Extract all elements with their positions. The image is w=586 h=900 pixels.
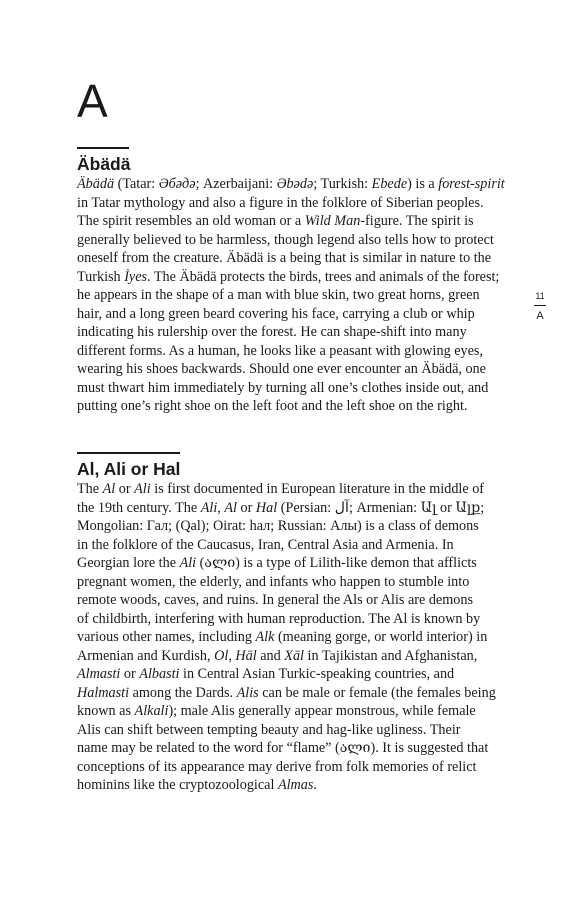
italic-term: Alkali: [134, 703, 169, 719]
text-run: different forms. As a human, he looks like a peasant with glowing eyes,: [77, 342, 483, 359]
text-run: . The Äbädä protects the birds, trees and animals of the forest;: [147, 268, 500, 285]
text-line: [77, 379, 517, 398]
text-run: indicating his rulership over the forest. He can shape-shift into many: [77, 324, 467, 340]
text-run: (ალი) is a type of Lilith-like demon that afflicts: [196, 555, 477, 571]
italic-term: Al: [102, 481, 116, 497]
text-line: [77, 591, 517, 610]
text-line: [77, 194, 517, 213]
text-run: ,: [228, 647, 236, 664]
text-line: [77, 249, 517, 268]
text-line: [77, 776, 517, 795]
text-run: (Persian: آل; Armenian: Ալ or Ալք;: [277, 499, 485, 516]
text-run: or: [120, 666, 140, 682]
italic-term: Alk: [255, 629, 275, 645]
text-run: oneself from the creature. Äbädä is a being that is similar in nature to the: [77, 250, 492, 266]
text-run: The spirit resembles an old woman or a: [77, 213, 305, 229]
text-run: Georgian lore the: [77, 555, 180, 571]
text-line: [77, 268, 517, 287]
text-line: [77, 554, 517, 573]
entry-heading-al: Al, Ali or Hal: [77, 459, 181, 479]
italic-term: Ali: [200, 499, 218, 516]
text-run: in Tajikistan and Afghanistan,: [303, 647, 478, 664]
text-run: and: [256, 647, 285, 664]
italic-term: forest-spirit: [438, 176, 505, 192]
text-run: Alis can shift between tempting beauty and hag-like ugliness. Their: [77, 721, 461, 738]
text-run: conceptions of its appearance may derive from folk memories of relict: [77, 758, 477, 775]
entry-rule: [77, 147, 129, 149]
italic-term: Wild Man: [304, 213, 361, 229]
italic-term: Əbədə: [276, 176, 314, 192]
text-run: the 19th century. The: [77, 499, 201, 516]
text-line: [77, 480, 517, 499]
text-line: [77, 517, 517, 536]
text-line: [77, 758, 517, 777]
italic-term: Xāl: [284, 647, 304, 664]
italic-term: Halmasti: [77, 684, 130, 701]
text-run: -figure. The spirit is: [360, 213, 474, 229]
text-line: [77, 360, 517, 379]
text-run: known as: [77, 703, 135, 719]
text-line: [77, 397, 517, 416]
italic-term: Ebede: [371, 176, 408, 192]
folio-section-letter: A: [536, 310, 544, 322]
text-line: [77, 739, 517, 758]
text-run: Armenian and Kurdish,: [77, 647, 215, 664]
folio-divider: [534, 305, 546, 306]
italic-term: Almasti: [77, 666, 121, 682]
text-line: [77, 323, 517, 342]
text-run: or: [115, 481, 135, 497]
text-run: ,: [217, 499, 225, 516]
text-run: in Tatar mythology and also a figure in the folklore of Siberian peoples.: [77, 194, 484, 211]
page-folio: [528, 290, 552, 322]
text-line: [77, 499, 517, 518]
text-run: can be male or female (the females being: [258, 684, 496, 701]
text-run: putting one’s right shoe on the left foot and the left shoe on the right.: [77, 398, 468, 414]
text-run: ) is a: [407, 176, 439, 192]
text-line: [77, 536, 517, 555]
text-run: ; Turkish:: [313, 176, 372, 192]
italic-term: Albasti: [139, 666, 180, 682]
text-line: [77, 610, 517, 629]
text-run: of childbirth, interfering with human reproduction. The Al is known by: [77, 610, 481, 627]
text-line: [77, 665, 517, 684]
text-run: must thwart him immediately by turning all one’s clothes inside out, and: [77, 379, 489, 396]
text-run: among the Dards.: [129, 684, 237, 701]
text-run: ); male Alis generally appear monstrous, while female: [168, 703, 476, 719]
text-run: is first documented in European literature in the middle of: [150, 481, 485, 497]
italic-term: Ali: [179, 555, 197, 571]
italic-term: Hāl: [235, 647, 257, 664]
text-line: [77, 175, 517, 194]
text-line: [77, 628, 517, 647]
text-run: ; Azerbaijani:: [195, 176, 277, 192]
text-run: various other names, including: [77, 629, 256, 645]
italic-term: Әбәдә: [158, 176, 196, 192]
text-run: or: [236, 499, 256, 516]
text-line: [77, 305, 517, 324]
italic-term: İyes: [124, 268, 148, 285]
italic-term: Al: [224, 499, 237, 516]
text-run: pregnant women, the elderly, and infants who happen to stumble into: [77, 573, 470, 590]
text-run: Mongolian: Гал; (Qal); Oirat: һал; Russian: Алы) is a class of demons: [77, 518, 479, 534]
text-line: [77, 684, 517, 703]
text-line: [77, 721, 517, 740]
text-run: .: [313, 777, 317, 793]
text-run: generally believed to be harmless, though legend also tells how to protect: [77, 231, 494, 248]
entry-rule: [77, 452, 180, 454]
text-line: [77, 212, 517, 231]
section-letter: A: [77, 75, 108, 127]
entry-body-abada: [77, 175, 517, 416]
text-run: The: [77, 481, 103, 497]
entry-body-al: [77, 480, 517, 795]
italic-term: Hal: [255, 499, 278, 516]
text-run: hair, and a long green beard covering his face, carrying a club or whip: [77, 305, 475, 322]
text-line: [77, 573, 517, 592]
text-line: [77, 342, 517, 361]
text-line: [77, 702, 517, 721]
text-run: name may be related to the word for “flame” (ალი). It is suggested that: [77, 740, 489, 756]
text-run: (meaning gorge, or world interior) in: [274, 629, 488, 645]
text-run: he appears in the shape of a man with blue skin, two great horns, green: [77, 287, 480, 303]
text-run: hominins like the cryptozoological: [77, 777, 278, 793]
italic-term: Äbädä: [77, 176, 115, 192]
text-run: wearing his shoes backwards. Should one ever encounter an Äbädä, one: [77, 361, 486, 377]
italic-term: Ol: [214, 647, 229, 664]
text-run: Turkish: [77, 268, 125, 285]
italic-term: Almas: [277, 777, 314, 793]
text-line: [77, 647, 517, 666]
text-line: [77, 231, 517, 250]
italic-term: Ali: [134, 481, 151, 497]
text-run: in Central Asian Turkic-speaking countries, and: [179, 666, 455, 682]
italic-term: Alis: [236, 684, 259, 701]
entry-heading-abada: Äbädä: [77, 154, 131, 174]
text-run: (Tatar:: [114, 176, 159, 192]
text-run: in the folklore of the Caucasus, Iran, Central Asia and Armenia. In: [77, 536, 454, 553]
page-number: 11: [535, 291, 545, 301]
text-line: [77, 286, 517, 305]
text-run: remote woods, caves, and ruins. In general the Als or Alis are demons: [77, 592, 473, 608]
